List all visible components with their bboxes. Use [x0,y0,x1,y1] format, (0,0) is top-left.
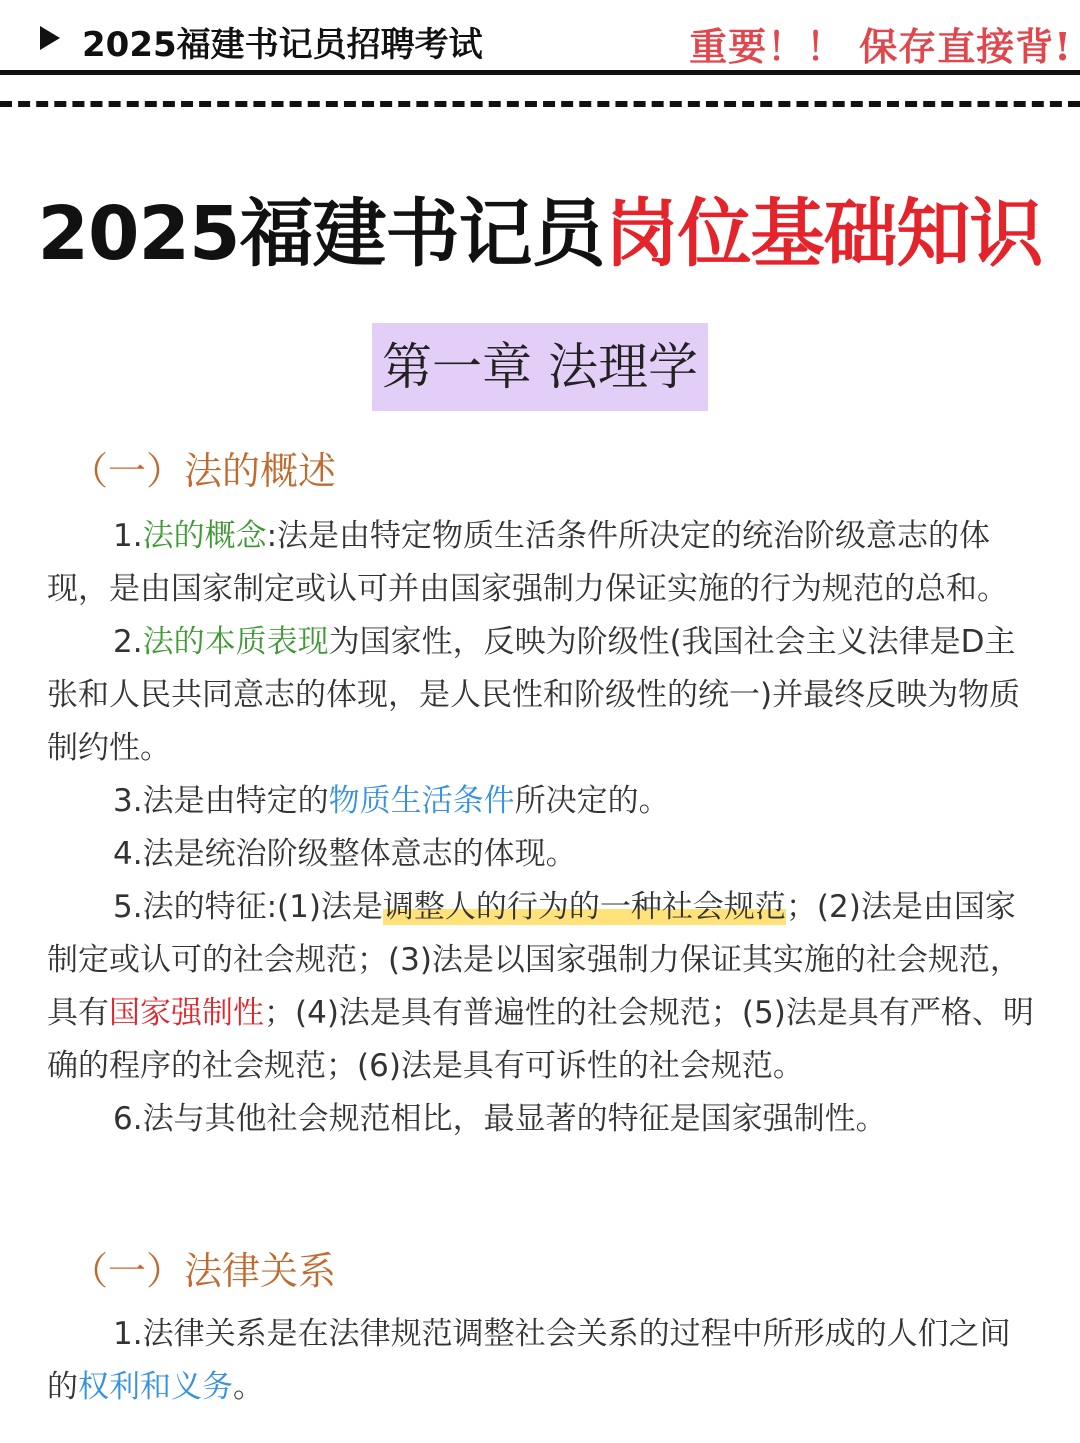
section-heading-1: （一）法的概述 [70,449,337,493]
paragraph-1: 1.法的概念:法是由特定物质生活条件所决定的统治阶级意志的体现，是由国家制定或认可并由国家强制力保证实施的行为规范的总和。 [47,518,1008,607]
term-material-conditions: 物质生活条件 [328,783,515,819]
paragraph-3: 3.法是由特定的物质生活条件所决定的。 [113,783,670,819]
header-warning: 重要！！ 保存直接背! [689,24,1072,69]
paragraph-4: 4.法是统治阶级整体意志的体现。 [113,836,577,872]
highlighted-phrase: 调整人的行为的一种社会规范 [382,889,786,925]
dashed-divider [0,101,1080,107]
term-concept: 法的概念 [142,518,267,554]
paragraph-2: 2.法的本质表现为国家性，反映为阶级性(我国社会主义法律是D主张和人民共同意志的体现，是人民性和阶级性的统一)并最终反映为物质制约性。 [47,624,1021,766]
term-essence: 法的本质表现 [142,624,329,660]
term-rights-duties: 权利和义务 [78,1369,233,1405]
section-heading-2: （一）法律关系 [70,1249,337,1293]
page-title-black: 2025福建书记员 [37,191,605,277]
chapter-title: 第一章 法理学 [372,323,708,411]
page-title [0,175,1080,281]
page-title-red: 岗位基础知识 [604,191,1043,277]
paragraph-6: 6.法与其他社会规范相比，最显著的特征是国家强制性。 [113,1101,887,1137]
header-title: 2025福建书记员招聘考试 [82,25,483,65]
section-2-body [47,1308,1037,1414]
play-icon [40,26,60,50]
paragraph-7: 1.法律关系是在法律规范调整社会关系的过程中所形成的人们之间的权利和义务。 [47,1316,1011,1405]
solid-divider [0,70,1080,75]
section-1-body [47,510,1037,1146]
term-state-coercion: 国家强制性 [109,995,264,1031]
paragraph-5: 5.法的特征:(1)法是调整人的行为的一种社会规范；(2)法是由国家制定或认可的社会规范；(3)法是以国家强制力保证其实施的社会规范，具有国家强制性；(4)法是具有普遍性的社会规范；(5)法是具有严格、明确的程序的社会规范；(6)法是具有可诉性的社会规范。 [47,889,1034,1084]
header-bar [0,0,1080,78]
